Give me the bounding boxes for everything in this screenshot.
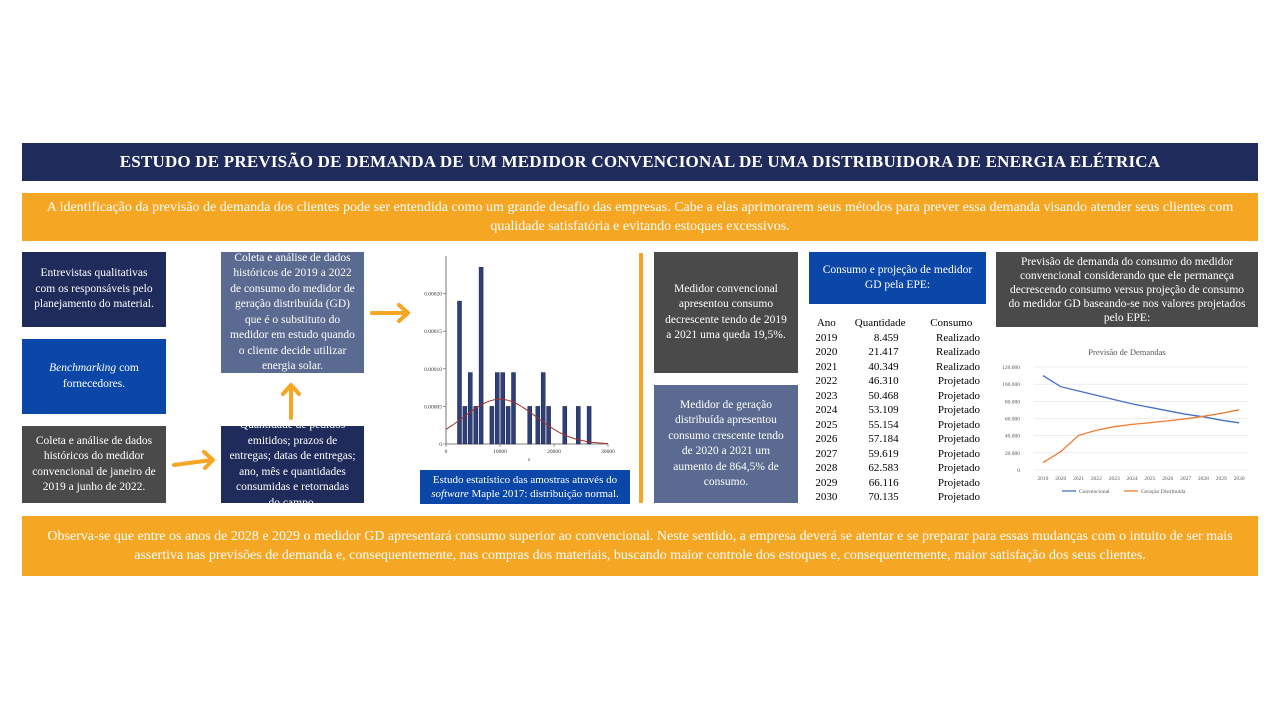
y-tick-label: 0.00005 [424, 404, 442, 411]
cell-ano: 2019 [815, 331, 838, 344]
histogram-bar [463, 406, 467, 444]
cell-ano: 2027 [815, 447, 838, 460]
histogram-bar [490, 406, 494, 444]
x-tick-label: 2020 [1055, 476, 1067, 482]
cell-quantidade: 50.468 [868, 389, 899, 402]
y-tick-label: 120.000 [1002, 365, 1020, 371]
histogram-bar [479, 267, 483, 444]
histogram-bar [587, 406, 591, 444]
cell-quantidade: 70.135 [868, 491, 899, 504]
cell-ano: 2024 [815, 404, 838, 417]
coleta-convencional-text: Coleta e análise de dados históricos do medidor convencional de janeiro de 2019 a junho de 2022. [32, 434, 156, 493]
cell-consumo: Projetado [937, 476, 980, 489]
intro-text: A identificação da previsão de demanda dos clientes pode ser entendida como um grande desafio das empresas. Cabe a elas aprimorarem seus métodos para prever essa demanda visando atender seus clientes com qualidade satisfatória e evitando estoques excessivos. [46, 200, 1234, 234]
cell-quantidade: 8.459 [873, 331, 899, 344]
histogram-bar [563, 406, 567, 444]
histogram-bar [458, 301, 462, 444]
cell-consumo: Projetado [937, 491, 980, 504]
x-tick-label: 2028 [1197, 476, 1209, 482]
cell-quantidade: 40.349 [868, 360, 899, 373]
y-tick-label: 40.000 [1004, 433, 1020, 440]
table-row [809, 389, 986, 404]
intro-banner [22, 193, 1258, 241]
y-tick-label: 60.000 [1004, 416, 1020, 423]
conclusion-banner [22, 516, 1258, 576]
x-tick-label: 2022 [1090, 476, 1102, 482]
cell-consumo: Realizado [936, 346, 980, 359]
cell-ano: 2023 [815, 389, 838, 402]
y-tick-label: 0 [1017, 468, 1020, 474]
histogram-bar [468, 373, 472, 444]
page-title [22, 143, 1258, 181]
y-tick-label: 0.00015 [424, 329, 442, 336]
coleta-gd-box [221, 252, 364, 373]
y-tick-label: 100.000 [1002, 382, 1020, 389]
cell-quantidade: 59.619 [868, 447, 899, 460]
x-tick-label: 0 [444, 449, 448, 455]
title-text: ESTUDO DE PREVISÃO DE DEMANDA DE UM MEDIDOR CONVENCIONAL DE UMA DISTRIBUIDORA DE ENERGIA ELÉTRICA [119, 152, 1161, 171]
estudo-box [420, 470, 630, 504]
finding-convencional-box [654, 252, 798, 373]
arrow-right-icon [174, 452, 213, 468]
histogram-bar [536, 406, 540, 444]
table-row [809, 403, 986, 418]
forecast-caption-box [996, 252, 1258, 327]
table-row [809, 461, 986, 476]
quantidade-box [221, 419, 364, 509]
cell-ano: 2026 [815, 433, 838, 446]
histogram-bar [474, 406, 478, 444]
histogram-bar [512, 373, 516, 444]
cell-consumo: Realizado [936, 331, 980, 344]
estudo-prefix: Estudo estatístico das amostras através do [432, 474, 618, 486]
y-tick-label: 0 [439, 442, 442, 448]
x-tick-label: 2027 [1180, 476, 1192, 482]
x-axis-label: x [527, 457, 531, 463]
cell-consumo: Realizado [936, 360, 980, 373]
histogram-bar [501, 373, 505, 444]
table-row [809, 418, 986, 433]
cell-ano: 2022 [815, 375, 838, 388]
histogram-bar [506, 406, 510, 444]
legend-label: Convencional [1079, 489, 1110, 495]
forecast-line-chart [996, 336, 1258, 506]
y-tick-label: 0.00020 [424, 291, 442, 298]
table-row [809, 345, 986, 360]
cell-consumo: Projetado [937, 418, 980, 431]
cell-consumo: Projetado [937, 447, 980, 460]
histogram-bar [495, 373, 499, 444]
cell-ano: 2021 [815, 360, 838, 373]
conclusion-text: Observa-se que entre os anos de 2028 e 2029 o medidor GD apresentará consumo superior ao convencional. Neste sentido, a empresa deverá se atentar e se preparar para essas mudanças com o intuito de ser mais assertiva nas previsões de demanda e, consequentemente, nas compras dos materiais, buscando maior controle dos estoques e, consequentemente, maior satisfação dos seus clientes. [47, 529, 1233, 563]
cell-ano: 2030 [815, 491, 838, 504]
forecast-caption: Previsão de demanda do consumo do medidor convencional considerando que ele permaneça decrescendo consumo versus projeção de consumo do medidor GD baseando-se nos valores projetados pelo EPE: [1008, 255, 1246, 324]
cell-consumo: Projetado [937, 462, 980, 475]
histogram-chart [412, 252, 622, 464]
benchmarking-box [22, 339, 166, 414]
finding-gd-text: Medidor de geração distribuída apresentou consumo crescente tendo de 2020 a 2021 um aumento de 864,5% de consumo. [668, 398, 784, 488]
linechart-title: Previsão de Demandas [1088, 347, 1166, 357]
cell-ano: 2028 [815, 462, 838, 475]
table-row [809, 331, 986, 346]
quantidade-text: Quantidade de pedidos emitidos; prazos de entregas; datas de entregas; ano, mês e quantidades consumidas e retornadas do campo. [229, 419, 356, 509]
col-quantidade: Quantidade [854, 317, 906, 330]
cell-quantidade: 53.109 [868, 404, 899, 417]
arrow-right-2-icon [372, 305, 408, 321]
x-tick-label: 2019 [1037, 476, 1049, 482]
estudo-italic: software [431, 488, 469, 500]
x-tick-label: 10000 [493, 449, 507, 455]
cell-quantidade: 21.417 [868, 346, 899, 359]
estudo-suffix: Maple 2017: distribuição normal. [468, 488, 619, 500]
cell-ano: 2020 [815, 346, 838, 359]
cell-quantidade: 66.116 [868, 476, 899, 489]
cell-quantidade: 46.310 [868, 375, 899, 388]
y-tick-label: 80.000 [1004, 399, 1020, 406]
table-caption-box [809, 252, 986, 304]
cell-consumo: Projetado [937, 433, 980, 446]
entrevistas-box [22, 252, 166, 327]
x-tick-label: 2026 [1162, 476, 1174, 482]
estudo-text [424, 473, 626, 501]
table-header-row [809, 316, 986, 331]
y-tick-label: 20.000 [1004, 450, 1020, 457]
benchmarking-italic: Benchmarking [49, 362, 117, 374]
finding-convencional-text: Medidor convencional apresentou consumo decrescente tendo de 2019 a 2021 uma queda 19,5%. [665, 282, 787, 341]
legend-label: Geração Distribuída [1141, 489, 1186, 495]
histogram-bar [541, 373, 545, 444]
cell-consumo: Projetado [937, 375, 980, 388]
coleta-gd-text: Coleta e análise de dados históricos de 2019 a 2022 de consumo do medidor de geração distribuída (GD) que é o substituto do medidor em estudo quando o cliente decide utilizar energia solar. [230, 251, 355, 372]
x-tick-label: 30000 [601, 449, 615, 455]
table-row [809, 490, 986, 505]
cell-ano: 2029 [815, 476, 838, 489]
cell-quantidade: 62.583 [868, 462, 899, 475]
cell-ano: 2025 [815, 418, 838, 431]
table-caption: Consumo e projeção de medidor GD pela EPE: [822, 263, 973, 291]
table-row [809, 476, 986, 491]
x-tick-label: 2021 [1073, 476, 1085, 482]
cell-quantidade: 57.184 [868, 433, 899, 446]
cell-consumo: Projetado [937, 389, 980, 402]
table-row [809, 432, 986, 447]
entrevistas-text: Entrevistas qualitativas com os responsáveis pelo planejamento do material. [34, 267, 154, 311]
finding-gd-box [654, 385, 798, 503]
y-tick-label: 0.00010 [424, 366, 442, 373]
table-row [809, 374, 986, 389]
consumo-table [809, 316, 986, 505]
arrow-up-icon [283, 385, 299, 418]
benchmarking-text [30, 361, 158, 392]
x-tick-label: 20000 [547, 449, 561, 455]
x-tick-label: 2029 [1215, 476, 1227, 482]
cell-quantidade: 55.154 [868, 418, 899, 431]
table-row [809, 360, 986, 375]
col-ano: Ano [816, 317, 836, 330]
cell-consumo: Projetado [937, 404, 980, 417]
x-tick-label: 2025 [1144, 476, 1156, 482]
coleta-convencional-box [22, 426, 166, 503]
x-tick-label: 2023 [1108, 476, 1120, 482]
histogram-bar [576, 406, 580, 444]
x-tick-label: 2030 [1233, 476, 1245, 482]
table-row [809, 447, 986, 462]
x-tick-label: 2024 [1126, 476, 1138, 482]
col-consumo: Consumo [930, 317, 973, 330]
benchmarking-rest: com fornecedores. [62, 362, 139, 390]
